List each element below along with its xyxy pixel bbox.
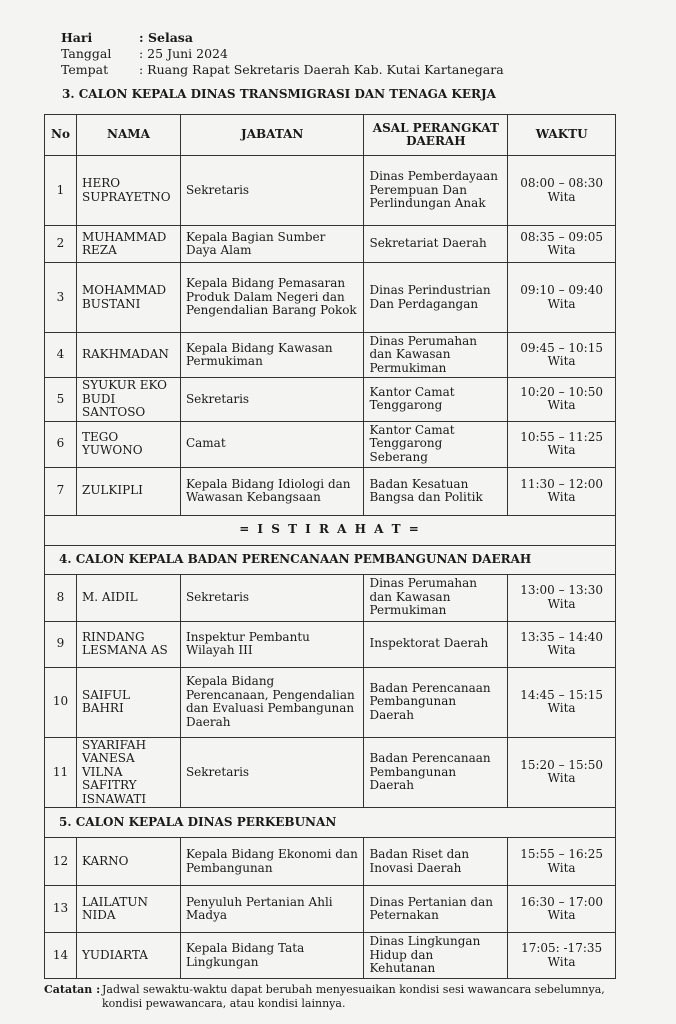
table-header-row [45,115,616,156]
row-jabatan: Sekretaris [180,156,364,226]
row-nama: LAILATUN NIDA [76,886,180,933]
row-nama: KARNO [76,838,180,886]
row-waktu: 15:20 – 15:50 Wita [508,737,616,808]
section-4-row [45,545,616,574]
header-jabatan: JABATAN [180,115,364,156]
table-row [45,226,616,263]
row-waktu: 10:55 – 11:25 Wita [508,421,616,467]
istirahat-row [45,515,616,545]
row-waktu: 08:00 – 08:30 Wita [508,156,616,226]
row-jabatan: Camat [180,421,364,467]
table-row [45,621,616,667]
tempat-label: Tempat [61,62,109,77]
meeting-info [61,30,504,78]
row-no: 2 [45,226,77,263]
row-waktu: 09:10 – 09:40 Wita [508,263,616,333]
istirahat-label: = I S T I R A H A T = [45,515,616,545]
row-jabatan: Kepala Bidang Idiologi dan Wawasan Kebangsaan [180,467,364,515]
row-waktu: 14:45 – 15:15 Wita [508,667,616,737]
row-waktu: 10:20 – 10:50 Wita [508,378,616,422]
row-waktu: 09:45 – 10:15 Wita [508,333,616,378]
row-no: 5 [45,378,77,422]
hari-value: : Selasa [139,30,193,45]
schedule-table [44,114,616,979]
row-no: 9 [45,621,77,667]
row-nama: M. AIDIL [76,574,180,621]
row-waktu: 13:35 – 14:40 Wita [508,621,616,667]
table-row [45,933,616,979]
row-no: 4 [45,333,77,378]
row-waktu: 11:30 – 12:00 Wita [508,467,616,515]
row-jabatan: Kepala Bidang Perencanaan, Pengendalian dan Evaluasi Pembangunan Daerah [180,667,364,737]
row-no: 14 [45,933,77,979]
row-nama: HERO SUPRAYETNO [76,156,180,226]
row-asal: Badan Perencanaan Pembangunan Daerah [364,737,508,808]
row-no: 7 [45,467,77,515]
row-no: 11 [45,737,77,808]
header-no: No [45,115,77,156]
row-nama: ZULKIPLI [76,467,180,515]
row-waktu: 15:55 – 16:25 Wita [508,838,616,886]
row-no: 8 [45,574,77,621]
row-asal: Dinas Pemberdayaan Perempuan Dan Perlindungan Anak [364,156,508,226]
tempat-row [61,62,504,78]
table-row [45,378,616,422]
row-asal: Dinas Perindustrian Dan Perdagangan [364,263,508,333]
row-jabatan: Kepala Bidang Ekonomi dan Pembangunan [180,838,364,886]
row-asal: Badan Riset dan Inovasi Daerah [364,838,508,886]
row-asal: Badan Perencanaan Pembangunan Daerah [364,667,508,737]
table-row [45,333,616,378]
header-asal: ASAL PERANGKAT DAERAH [364,115,508,156]
row-waktu: 13:00 – 13:30 Wita [508,574,616,621]
row-asal: Dinas Perumahan dan Kawasan Permukiman [364,333,508,378]
row-jabatan: Kepala Bidang Pemasaran Produk Dalam Negeri dan Pengendalian Barang Pokok [180,263,364,333]
section-5-title: 5. CALON KEPALA DINAS PERKEBUNAN [45,808,616,838]
row-jabatan: Sekretaris [180,574,364,621]
tanggal-label: Tanggal [61,46,112,61]
tanggal-value: : 25 Juni 2024 [139,46,228,61]
row-nama: SAIFUL BAHRI [76,667,180,737]
row-asal: Sekretariat Daerah [364,226,508,263]
row-jabatan: Kepala Bidang Tata Lingkungan [180,933,364,979]
row-asal: Kantor Camat Tenggarong Seberang [364,421,508,467]
row-nama: MUHAMMAD REZA [76,226,180,263]
row-jabatan: Kepala Bagian Sumber Daya Alam [180,226,364,263]
row-no: 1 [45,156,77,226]
catatan-note [44,983,644,1011]
row-asal: Kantor Camat Tenggarong [364,378,508,422]
row-nama: RINDANG LESMANA AS [76,621,180,667]
row-waktu: 08:35 – 09:05 Wita [508,226,616,263]
row-no: 3 [45,263,77,333]
row-asal: Inspektorat Daerah [364,621,508,667]
row-nama: TEGO YUWONO [76,421,180,467]
row-waktu: 16:30 – 17:00 Wita [508,886,616,933]
row-jabatan: Kepala Bidang Kawasan Permukiman [180,333,364,378]
table-row [45,156,616,226]
section-3-title: 3. CALON KEPALA DINAS TRANSMIGRASI DAN TENAGA KERJA [62,87,496,101]
table-row [45,421,616,467]
tempat-value: : Ruang Rapat Sekretaris Daerah Kab. Kutai Kartanegara [139,62,504,77]
table-row [45,838,616,886]
table-row [45,263,616,333]
row-waktu: 17:05: -17:35 Wita [508,933,616,979]
header-waktu: WAKTU [508,115,616,156]
section-4-title: 4. CALON KEPALA BADAN PERENCANAAN PEMBANGUNAN DAERAH [45,545,616,574]
table-row [45,886,616,933]
row-jabatan: Inspektur Pembantu Wilayah III [180,621,364,667]
row-asal: Dinas Pertanian dan Peternakan [364,886,508,933]
row-nama: RAKHMADAN [76,333,180,378]
hari-label: Hari [61,30,93,45]
row-nama: MOHAMMAD BUSTANI [76,263,180,333]
row-no: 10 [45,667,77,737]
row-no: 6 [45,421,77,467]
row-no: 13 [45,886,77,933]
table-row [45,667,616,737]
row-jabatan: Sekretaris [180,737,364,808]
row-asal: Dinas Lingkungan Hidup dan Kehutanan [364,933,508,979]
section-5-row [45,808,616,838]
row-asal: Badan Kesatuan Bangsa dan Politik [364,467,508,515]
table-row [45,574,616,621]
catatan-text: Jadwal sewaktu-waktu dapat berubah menyesuaikan kondisi sesi wawancara sebelumnya, kondisi pewawancara, atau kondisi lainnya. [102,983,605,1010]
catatan-label: Catatan : [44,983,101,996]
table-row [45,737,616,808]
row-no: 12 [45,838,77,886]
row-nama: SYARIFAH VANESA VILNA SAFITRY ISNAWATI [76,737,180,808]
tanggal-row [61,46,504,62]
row-jabatan: Sekretaris [180,378,364,422]
header-nama: NAMA [76,115,180,156]
table-row [45,467,616,515]
row-asal: Dinas Perumahan dan Kawasan Permukiman [364,574,508,621]
row-nama: YUDIARTA [76,933,180,979]
hari-row [61,30,504,46]
row-nama: SYUKUR EKO BUDI SANTOSO [76,378,180,422]
row-jabatan: Penyuluh Pertanian Ahli Madya [180,886,364,933]
